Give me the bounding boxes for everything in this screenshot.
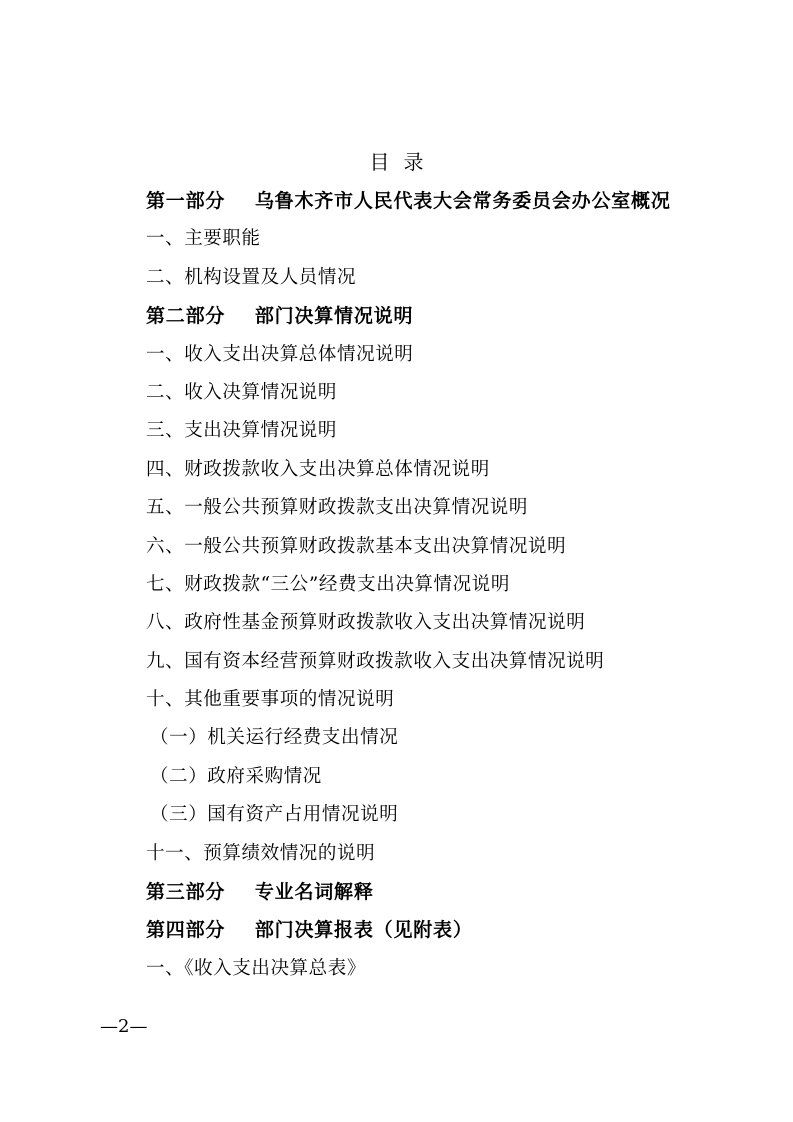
toc-item: 一、收入支出决算总体情况说明 [146,343,414,365]
toc-part-4: 第四部分 部门决算报表（见附表） [146,919,473,942]
page-title: 目录 [369,150,438,174]
toc-part-2: 第二部分 部门决算情况说明 [146,305,414,328]
toc-subitem: （一）机关运行经费支出情况 [150,727,399,749]
toc-item: 三、支出决算情况说明 [146,420,338,442]
toc-item: 十、其他重要事项的情况说明 [146,689,395,711]
toc-part-1: 第一部分 乌鲁木齐市人民代表大会常务委员会办公室概况 [146,190,671,212]
toc-item: 八、政府性基金预算财政拨款收入支出决算情况说明 [146,612,586,634]
toc-item: 一、主要职能 [146,228,261,250]
table-of-contents [146,182,706,988]
toc-part-3: 第三部分 专业名词解释 [146,881,374,904]
toc-item: 六、一般公共预算财政拨款基本支出决算情况说明 [146,535,567,557]
toc-item: 九、国有资本经营预算财政拨款收入支出决算情况说明 [146,650,605,672]
toc-item: 二、收入决算情况说明 [146,381,338,403]
toc-item: 七、财政拨款“三公”经费支出决算情况说明 [146,573,510,595]
toc-item: 二、机构设置及人员情况 [146,266,357,288]
toc-item: 一、《收入支出决算总表》 [146,957,366,979]
toc-item: 十一、预算绩效情况的说明 [146,842,376,864]
page-number: —2— [100,1016,148,1037]
toc-subitem: （二）政府采购情况 [150,765,322,787]
toc-item: 四、财政拨款收入支出决算总体情况说明 [146,458,490,480]
toc-item: 五、一般公共预算财政拨款支出决算情况说明 [146,497,529,519]
toc-subitem: （三）国有资产占用情况说明 [150,804,399,826]
